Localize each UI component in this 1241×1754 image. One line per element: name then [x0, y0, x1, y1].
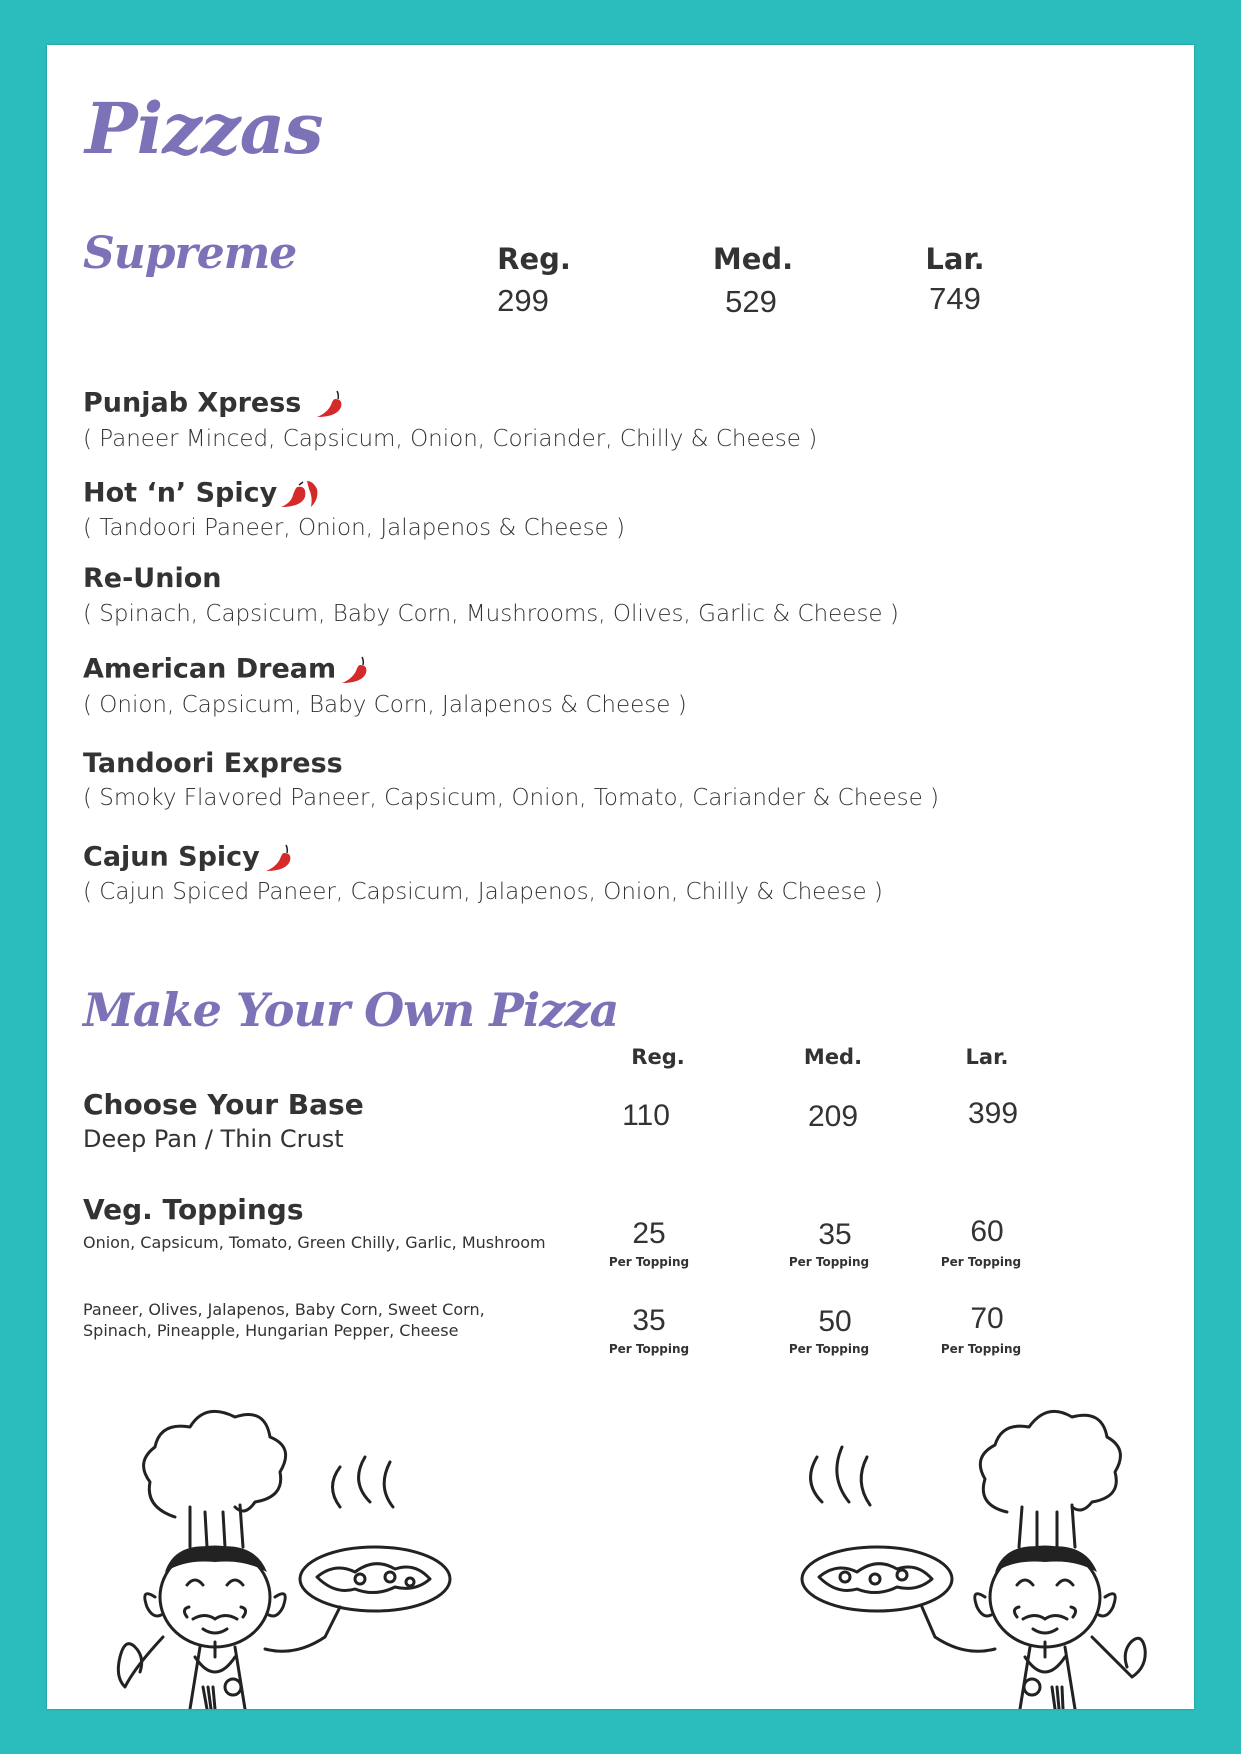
price-lar: 749 [929, 281, 981, 316]
menu-item-name [83, 477, 323, 511]
menu-item-desc: ( Tandoori Paneer, Onion, Jalapenos & Cheese ) [83, 515, 625, 541]
menu-item-desc: ( Cajun Spiced Paneer, Capsicum, Jalapenos, Onion, Chilly & Cheese ) [83, 879, 883, 905]
menu-item-name [83, 841, 296, 875]
topping-group-1-list: Onion, Capsicum, Tomato, Green Chilly, Garlic, Mushroom [83, 1233, 546, 1252]
item-name-text: Cajun Spicy [83, 841, 260, 873]
topping-2-price-reg: 35 [632, 1304, 666, 1337]
topping-1-price-med: 35 [818, 1218, 852, 1251]
topping-2-price-lar: 70 [970, 1302, 1004, 1335]
size-header-med: Med. [712, 242, 794, 276]
size-header-reg: Reg. [497, 242, 571, 276]
toppings-title: Veg. Toppings [83, 1193, 304, 1226]
per-topping-label: Per Topping [940, 1255, 1022, 1269]
menu-item-name [83, 563, 221, 594]
menu-item-desc: ( Paneer Minced, Capsicum, Onion, Coriander, Chilly & Cheese ) [83, 426, 818, 452]
menu-item-desc: ( Onion, Capsicum, Baby Corn, Jalapenos & Cheese ) [83, 692, 687, 718]
item-name-text: Punjab Xpress [83, 387, 302, 419]
price-med: 529 [725, 284, 777, 319]
price-reg: 299 [497, 283, 549, 318]
supreme-heading: Supreme [83, 228, 297, 279]
size-header-lar: Lar. [925, 242, 985, 276]
item-name-text: American Dream [83, 653, 337, 685]
make-your-own-heading: Make Your Own Pizza [83, 983, 619, 1037]
page-title: Pizzas [85, 87, 323, 170]
menu-item-name [83, 653, 372, 687]
per-topping-label: Per Topping [788, 1342, 870, 1356]
base-price-reg: 110 [622, 1099, 670, 1132]
menu-page [47, 45, 1194, 1709]
base-title: Choose Your Base [83, 1088, 364, 1121]
base-options: Deep Pan / Thin Crust [83, 1125, 344, 1153]
base-price-med: 209 [807, 1100, 859, 1133]
per-topping-label: Per Topping [608, 1255, 690, 1269]
topping-list-line: Paneer, Olives, Jalapenos, Baby Corn, Sweet Corn, [83, 1300, 485, 1319]
topping-2-price-med: 50 [818, 1305, 852, 1338]
topping-group-2-list [83, 1299, 485, 1341]
myop-size-lar: Lar. [965, 1045, 1009, 1069]
double-chili-icon [279, 477, 323, 511]
chili-icon [313, 387, 347, 421]
base-price-lar: 399 [967, 1097, 1019, 1130]
menu-item-name [83, 387, 347, 421]
myop-size-med: Med. [803, 1045, 863, 1069]
menu-item-desc: ( Spinach, Capsicum, Baby Corn, Mushrooms, Olives, Garlic & Cheese ) [83, 601, 899, 627]
per-topping-label: Per Topping [788, 1255, 870, 1269]
item-name-text: Hot ‘n’ Spicy [83, 477, 278, 509]
per-topping-label: Per Topping [608, 1342, 690, 1356]
chef-right-icon [757, 1387, 1157, 1709]
chef-left-icon [95, 1387, 475, 1709]
myop-size-reg: Reg. [631, 1045, 685, 1069]
topping-1-price-lar: 60 [970, 1215, 1004, 1248]
item-name-text: Re-Union [83, 563, 222, 594]
chili-icon [262, 841, 296, 875]
item-name-text: Tandoori Express [83, 748, 343, 779]
menu-item-name [83, 748, 343, 779]
menu-item-desc: ( Smoky Flavored Paneer, Capsicum, Onion, Tomato, Cariander & Cheese ) [83, 785, 940, 811]
topping-list-line: Spinach, Pineapple, Hungarian Pepper, Cheese [83, 1321, 459, 1340]
chili-icon [338, 653, 372, 687]
per-topping-label: Per Topping [940, 1342, 1022, 1356]
topping-1-price-reg: 25 [632, 1217, 666, 1250]
